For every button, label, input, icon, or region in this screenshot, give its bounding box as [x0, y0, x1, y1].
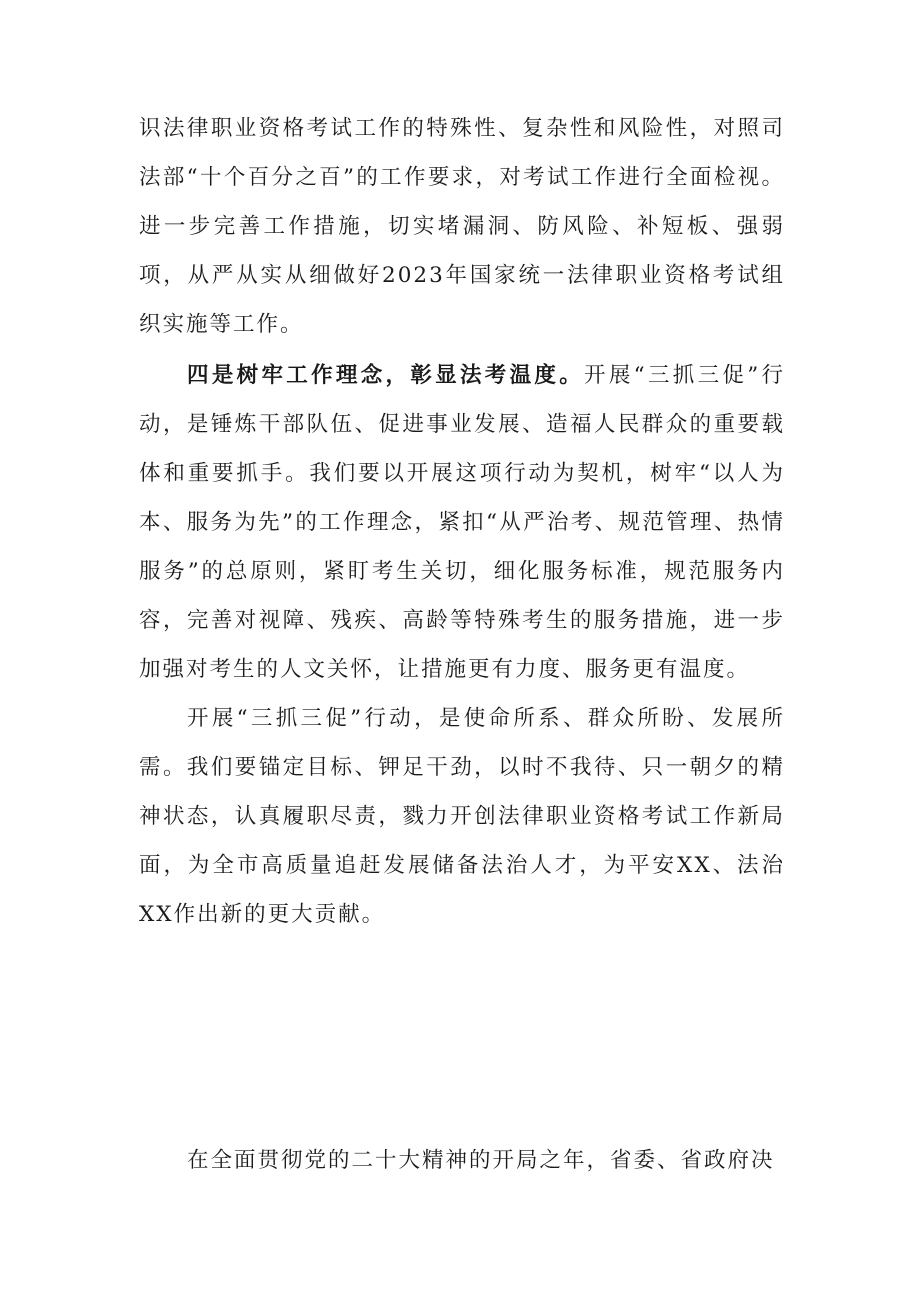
paragraph-conclusion: 开展“三抓三促”行动，是使命所系、群众所盼、发展所需。我们要锚定目标、钾足干劲，以时不我待、只一朝夕的精神状态，认真履职尽责，戮力开创法律职业资格考试工作新局面，为全市高质量追赶发展储备法治人才，为平安XX、法治XX作出新的更大贡献。 [139, 706, 785, 927]
paragraph-body: 开展“三抓三促”行动，是锤炼干部队伍、促进事业发展、造福人民群众的重要载体和重要抓手。我们要以开展这项行动为契机，树牢“以人为本、服务为先”的工作理念，紧扣“从严治考、规范管理、热情服务”的总原则，紧盯考生关切，细化服务标准，规范服务内容，完善对视障、残疾、高龄等特殊考生的服务措施，进一步加强对考生的人文关怀，让措施更有力度、服务更有温度。 [139, 363, 785, 682]
paragraph-continuation: 识法律职业资格考试工作的特殊性、复杂性和风险性，对照司法部“十个百分之百”的工作要求，对考试工作进行全面检视。进一步完善工作措施，切实堵漏洞、防风险、补短板、强弱项，从严从实从细做好2023年国家统一法律职业资格考试组织实施等工作。 [139, 116, 785, 337]
paragraph-lead-heading: 四是树牢工作理念，彰显法考温度。 [187, 363, 585, 388]
paragraph-opening: 在全面贯彻党的二十大精神的开局之年，省委、省政府决 [187, 1148, 775, 1173]
paragraph-point-four [139, 351, 785, 694]
